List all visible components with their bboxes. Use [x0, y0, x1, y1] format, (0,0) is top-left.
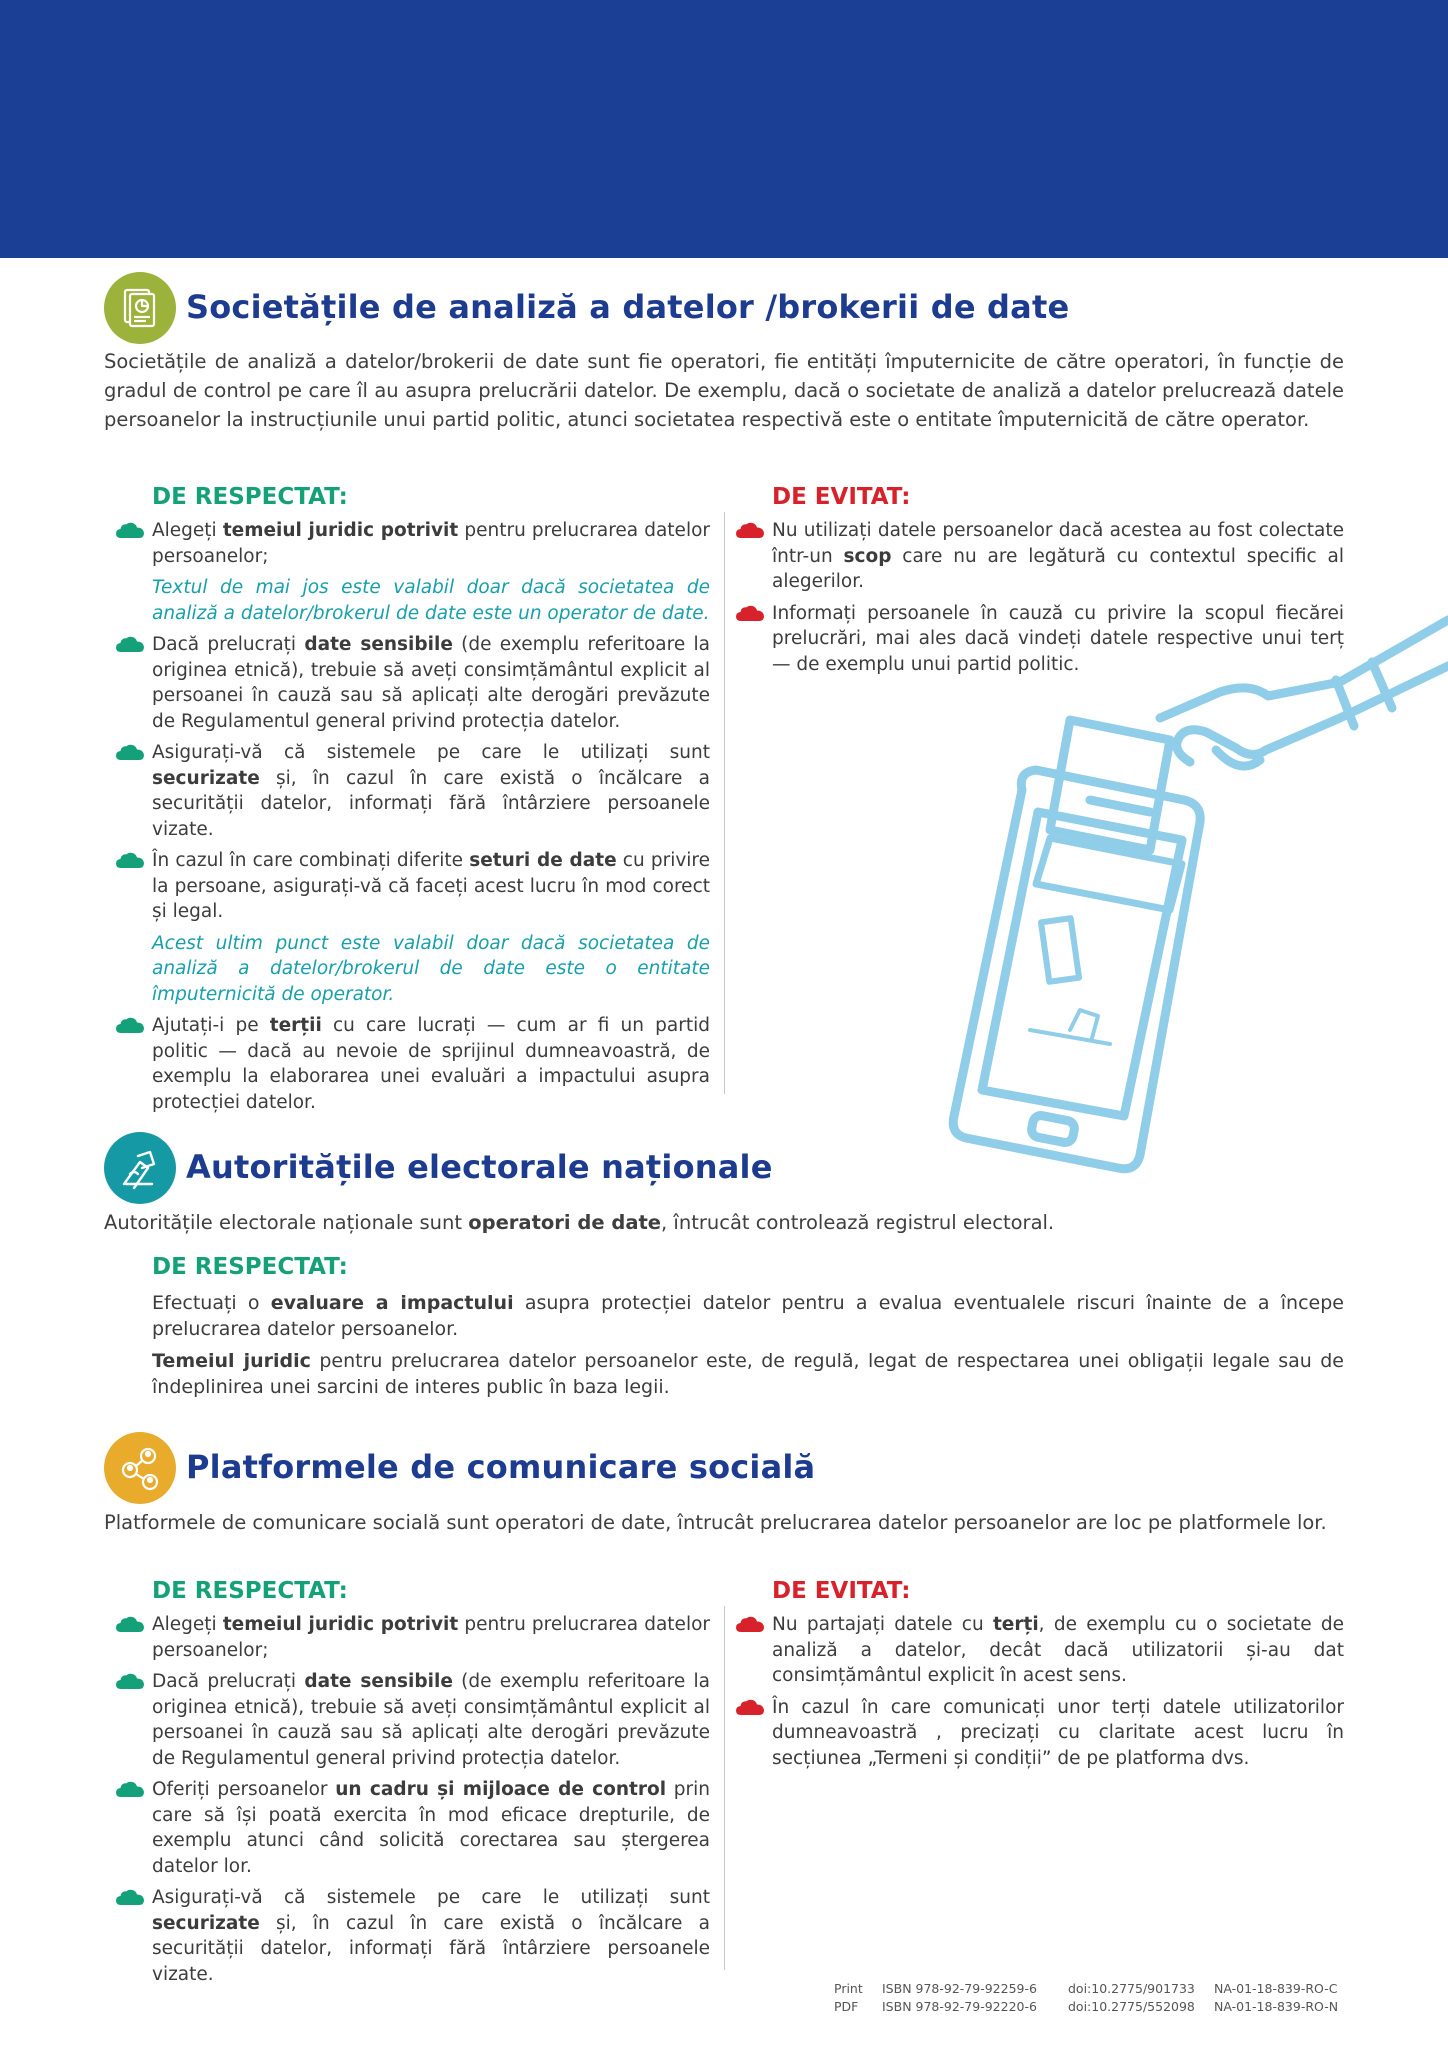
item-text-pre: Asigurați-vă că sistemele pe care le utilizați sunt — [152, 1887, 710, 1908]
print-label: Print — [834, 1981, 863, 1996]
applicability-note — [114, 575, 710, 626]
list-item — [114, 848, 710, 925]
top-banner — [0, 0, 1448, 258]
print-doi: doi:10.2775/901733 — [1068, 1981, 1195, 1996]
cloud-bullet-icon — [736, 1699, 764, 1715]
item-text-pre: Nu utilizați datele persoanelor dacă acestea au fost colectate într-un — [772, 520, 1344, 567]
cloud-bullet-icon — [736, 605, 764, 621]
cloud-bullet-icon — [116, 636, 144, 652]
cloud-bullet-icon — [116, 1673, 144, 1689]
item-text-post: pentru prelucrarea datelor persoanelor; — [152, 520, 711, 567]
item-text-post: cu care lucrați — cum ar fi un partid politic — dacă au nevoie de sprijinul dumneavoastră, de exemplu la elaborarea unei evaluări a impactului asupra protecției datelor. — [152, 1015, 710, 1113]
cloud-bullet-icon — [116, 1781, 144, 1797]
list-item — [114, 1612, 710, 1663]
list-item — [734, 1695, 1344, 1772]
item-text-pre: Ajutați-i pe — [152, 1015, 270, 1036]
pdf-isbn: ISBN 978-92-79-92220-6 — [882, 1999, 1037, 2014]
cloud-bullet-icon — [116, 852, 144, 868]
item-text-bold: temeiul juridic potrivit — [222, 1614, 459, 1635]
list-item — [114, 1013, 710, 1115]
item-text-pre: Dacă prelucrați — [152, 1671, 305, 1692]
list-item — [114, 1669, 710, 1771]
item-text-bold: seturi de date — [469, 850, 617, 871]
item-text-post: și, în cazul în care există o încălcare a securității datelor, informați fără întârziere persoanele vizate. — [152, 1912, 710, 1985]
pdf-doi: doi:10.2775/552098 — [1068, 1999, 1195, 2014]
data-analytics-document-icon — [104, 272, 176, 344]
print-catalogue-number: NA-01-18-839-RO-C — [1214, 1981, 1338, 1996]
item-text-post: prin care să își poată exercita în mod eficace drepturile, de exemplu atunci când solicită corectarea sau ștergerea datelor lor. — [152, 1779, 710, 1877]
legal-basis-paragraph: Temeiul juridic pentru prelucrarea datelor persoanelor este, de regulă, legat de respectarea unei obligații legale sau de îndeplinirea unei sarcini de interes public în baza legii. — [152, 1350, 1344, 1398]
social-network-users-icon — [104, 1432, 176, 1504]
section-intro-social-platforms: Platformele de comunicare socială sunt operatori de date, întrucât prelucrarea datelor persoanelor are loc pe platformele lor. — [104, 1511, 1327, 1534]
item-text-pre: Informați persoanele în cauză cu privire la scopul fiecărei prelucrări, mai ales dacă vindeți datele respective unui terț — de exemplu unui partid politic. — [772, 602, 1344, 675]
dont-heading: DE EVITAT: — [772, 484, 911, 510]
item-text-pre: Alegeți — [152, 520, 223, 541]
item-text-post: și, în cazul în care există o încălcare a securității datelor, informați fără întârziere persoanele vizate. — [152, 767, 710, 840]
item-text-bold: temeiul juridic potrivit — [222, 520, 459, 541]
cloud-bullet-icon — [116, 1889, 144, 1905]
item-text-bold: securizate — [152, 767, 260, 789]
cloud-bullet-icon — [116, 522, 144, 538]
pdf-label: PDF — [834, 1999, 859, 2014]
item-text-bold: date sensibile — [304, 1671, 453, 1692]
do-list — [114, 518, 710, 1121]
column-divider — [724, 512, 725, 1094]
list-item — [734, 1612, 1344, 1689]
section-title-electoral-authorities: Autoritățile electorale naționale — [186, 1148, 773, 1186]
do-heading: DE RESPECTAT: — [152, 484, 348, 510]
do-list — [114, 1612, 710, 1993]
note-text: Acest ultim punct este valabil doar dacă societatea de analiză a datelor/brokerul de date este o entitate împuternicită de operator. — [152, 932, 710, 1005]
item-text-bold: scop — [843, 545, 892, 567]
item-text-pre: Alegeți — [152, 1614, 223, 1635]
dont-heading: DE EVITAT: — [772, 1578, 911, 1604]
item-text-post: cu privire la persoane, asigurați-vă că faceți acest lucru în mod corect și legal. — [152, 850, 711, 922]
list-item — [114, 740, 710, 842]
item-text-pre: În cazul în care combinați diferite — [152, 850, 470, 871]
pdf-catalogue-number: NA-01-18-839-RO-N — [1214, 1999, 1339, 2014]
item-text-bold: securizate — [152, 1912, 260, 1934]
smartphone-voting-illustration — [920, 600, 1448, 1180]
item-text-post: (de exemplu referitoare la originea etnică), trebuie să aveți consimțământul explicit al persoanei în cauză sau să aplicați alte derogări prevăzute de Regulamentul general privind protecția datelor. — [152, 634, 710, 732]
item-text-pre: Asigurați-vă că sistemele pe care le utilizați sunt — [152, 742, 710, 763]
item-text-bold: un cadru și mijloace de control — [335, 1779, 667, 1800]
item-text-pre: Oferiți persoanelor — [152, 1779, 336, 1800]
print-isbn: ISBN 978-92-79-92259-6 — [882, 1981, 1037, 1996]
item-text-post: pentru prelucrarea datelor persoanelor; — [152, 1614, 711, 1661]
item-text-pre: Nu partajați datele cu — [772, 1614, 993, 1635]
section-intro-data-analytics: Societățile de analiză a datelor/brokerii de date sunt fie operatori, fie entități împuternicite de către operatori, în funcție de gradul de control pe care îl au asupra prelucrării datelor. De exemplu, dacă o societate de analiză a datelor prelucrează datele persoanelor la instrucțiunile unui partid politic, atunci societatea respectivă este o entitate împuternicită de către operator. — [104, 350, 1344, 431]
cloud-bullet-icon — [116, 1017, 144, 1033]
section-intro-electoral-authorities: Autoritățile electorale naționale sunt operatori de date, întrucât controlează registrul electoral. — [104, 1211, 1055, 1234]
item-text-pre: Dacă prelucrați — [152, 634, 305, 655]
section-title-social-platforms: Platformele de comunicare socială — [186, 1448, 816, 1486]
item-text-post: (de exemplu referitoare la originea etnică), trebuie să aveți consimțământul explicit al persoanei în cauză sau să aplicați alte derogări prevăzute de Regulamentul general privind protecția datelor. — [152, 1671, 710, 1769]
list-item — [114, 518, 710, 569]
applicability-note — [114, 931, 710, 1008]
item-text-post: care nu are legătură cu contextul specific al alegerilor. — [772, 545, 1344, 592]
cloud-bullet-icon — [116, 744, 144, 760]
ballot-hand-icon — [104, 1132, 176, 1204]
do-heading: DE RESPECTAT: — [152, 1578, 348, 1604]
section-title-data-analytics: Societățile de analiză a datelor /brokerii de date — [186, 288, 1070, 326]
do-heading: DE RESPECTAT: — [152, 1254, 348, 1280]
cloud-bullet-icon — [116, 1616, 144, 1632]
column-divider — [724, 1606, 725, 1970]
list-item — [734, 518, 1344, 595]
dont-list — [734, 1612, 1344, 1777]
item-text-bold: terți — [992, 1614, 1039, 1635]
list-item — [114, 632, 710, 734]
item-text-post: , de exemplu cu o societate de analiză a datelor, decât dacă utilizatorii și-au dat consimțământul explicit în acest sens. — [772, 1614, 1345, 1686]
item-text-bold: terții — [269, 1015, 322, 1036]
cloud-bullet-icon — [736, 522, 764, 538]
impact-assessment-paragraph: Efectuați o evaluare a impactului asupra protecției datelor pentru a evalua eventualele riscuri înainte de a începe prelucrarea datelor persoanelor. — [152, 1292, 1344, 1340]
publication-identifiers — [834, 1980, 1338, 2016]
item-text-pre: În cazul în care comunicați unor terți datele utilizatorilor dumneavoastră , precizați cu claritate acest lucru în secțiunea „Termeni și condiții” de pe platforma dvs. — [772, 1696, 1344, 1769]
item-text-bold: date sensibile — [304, 634, 453, 655]
list-item — [114, 1885, 710, 1987]
cloud-bullet-icon — [736, 1616, 764, 1632]
note-text: Textul de mai jos este valabil doar dacă societatea de analiză a datelor/brokerul de date este un operator de date. — [152, 577, 710, 624]
list-item — [114, 1777, 710, 1879]
